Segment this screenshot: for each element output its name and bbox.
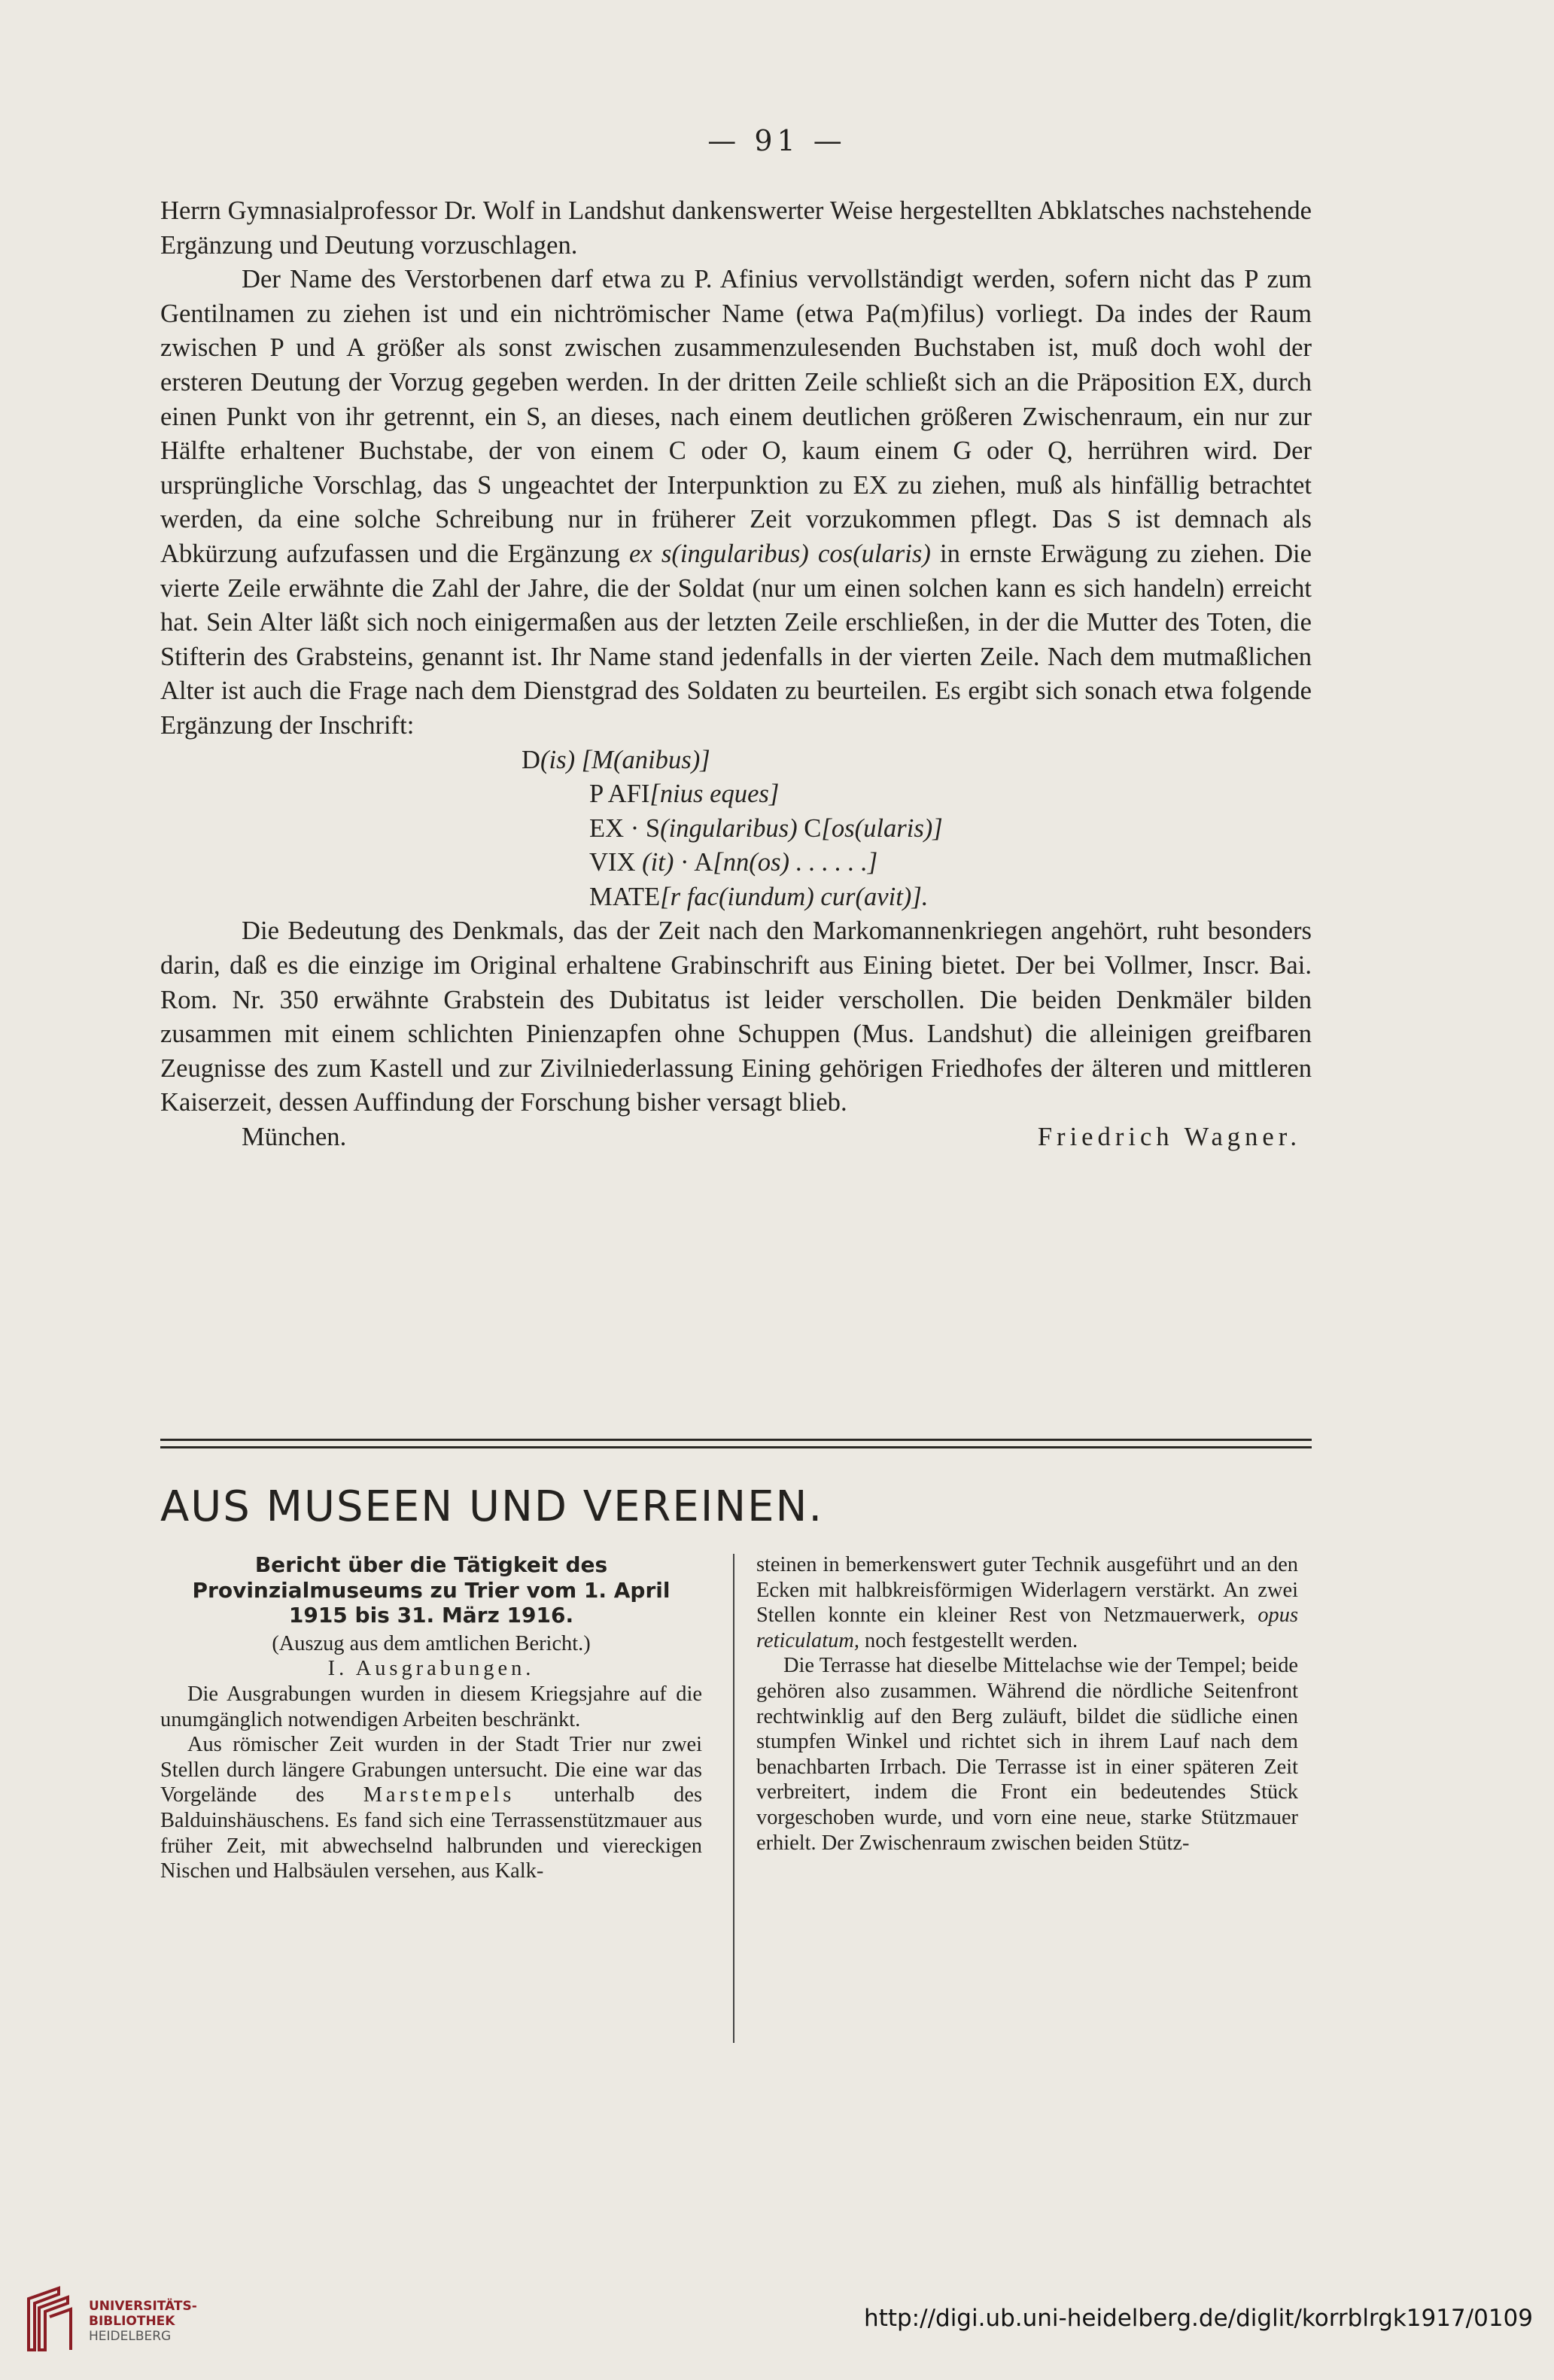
inscription-supplement: [nius eques] (649, 780, 780, 809)
left-paragraph-1: Die Ausgrabungen wurden in diesem Kriegsjahre auf die unumgänglich notwendigen Arbeiten beschränkt. (160, 1682, 702, 1731)
paragraph-2-text-b: in ernste Erwägung zu ziehen. Die vierte Zeile erwähnte die Zahl der Jahre, die der Soldat (nur um einen solchen kann es sich handeln) erreicht hat. Sein Alter läßt sich noch einigermaßen aus der letzten Zeile erschließen, in der die Mutter des Toten, die Stifterin des Grabsteins, genannt ist. Ihr Name stand jedenfalls in der vierten Zeile. Nach dem mutmaßlichen Alter ist auch die Frage nach dem Dienstgrad des Soldaten zu beurteilen. Es ergibt sich sonach etwa folgende Ergänzung der Inschrift: (160, 539, 1312, 740)
left-paragraph-2-text-a: Aus römischer Zeit wurden in der Stadt Trier nur zwei Stellen durch längere Grabungen untersucht. Die eine war das Vorgelände des (160, 1733, 702, 1807)
inscription-line-5 (446, 880, 1312, 915)
left-paragraph-2 (160, 1732, 702, 1884)
inscription-line-2 (446, 777, 1312, 812)
right-paragraph-1 (756, 1552, 1298, 1653)
signature-line (160, 1120, 1312, 1155)
right-paragraph-2: Die Terrasse hat dieselbe Mittelachse wie der Tempel; beide gehören also zusammen. Während die nördliche Seitenfront rechtwinklig auf den Berg zuläuft, bildet die südliche einen stumpfen Winkel und richtet sich in ihrem Lauf nach dem benachbarten Irrbach. Die Terrasse ist in einer späteren Zeit verbreitert, indem die Front ein bedeutendes Stück vorgeschoben wurde, und vorn eine neue, starke Stützmauer erhielt. Der Zwischenraum zwischen beiden Stütz- (756, 1654, 1298, 1855)
inscription-text: · A (674, 848, 713, 877)
inscription-text: D (522, 745, 540, 774)
page-number: — 91 — (707, 124, 847, 157)
university-library-logo-icon (23, 2284, 75, 2355)
inscription-line-4 (446, 846, 1312, 880)
inscription-text: VIX (589, 848, 643, 877)
section-divider-top (160, 1439, 1312, 1441)
section-title: AUS MUSEEN UND VEREINEN. (160, 1482, 824, 1531)
report-title: Bericht über die Tätigkeit des Provinzialmuseums zu Trier vom 1. April 1915 bis 31. März 1916. (192, 1552, 671, 1628)
inscription-supplement: (it) (642, 848, 674, 877)
inscription-text: C (804, 813, 822, 843)
paragraph-2 (160, 263, 1312, 743)
left-column (160, 1552, 702, 1884)
marstempel-term: Marstempels (363, 1783, 515, 1807)
section-divider-bottom (160, 1446, 1312, 1448)
paragraph-1: Herrn Gymnasialprofessor Dr. Wolf in Landshut dankenswerter Weise hergestellten Abklatsches nachstehende Ergänzung und Deutung vorzuschlagen. (160, 196, 1312, 260)
left-paragraph-2-text-b: unterhalb des Balduinshäuschens. Es fand sich eine Terrassenstützmauer aus früher Zeit, mit abwechselnd halbrunden und viereckigen Nischen und Halbsäulen versehen, aus Kalk- (160, 1783, 702, 1883)
inscription-text: MATE (589, 882, 661, 911)
paragraph-2-text-a: Der Name des Verstorbenen darf etwa zu P. Afinius vervollständigt werden, sofern nicht das P zum Gentilnamen zu ziehen ist und ein nichtrömischer Name (etwa Pa(m)filus) vorliegt. Da indes der Raum zwischen P und A größer als sonst zwischen zusammenzulesenden Buchstaben ist, muß doch wohl der ersteren Deutung der Vorzug gegeben werden. In der dritten Zeile schließt sich an die Präposition EX, durch einen Punkt von ihr getrennt, ein S, an dieses, nach einem deutlichen größeren Zwischenraum, ein nur zur Hälfte erhaltener Buchstabe, der von einem C oder O, kaum einem G oder Q, herrühren wird. Der ursprüngliche Vorschlag, das S ungeachtet der Interpunktion zu EX zu ziehen, muß als hinfällig betrachtet werden, da eine solche Schreibung nur in früherer Zeit vorzukommen pflegt. Das S ist demnach als Abkürzung aufzufassen und die Ergänzung (160, 265, 1312, 568)
inscription-line-3 (446, 812, 1312, 847)
inscription-supplement: [os(ularis)] (821, 813, 943, 843)
inscription-line-1 (446, 743, 1312, 778)
inscription-supplement: [nn(os) . . . . . .] (713, 848, 878, 877)
source-url[interactable]: http://digi.ub.uni-heidelberg.de/diglit/korrblrgk1917/0109 (864, 2305, 1533, 2332)
right-paragraph-1-text-b: noch festgestellt werden. (859, 1628, 1078, 1652)
excerpt-note: (Auszug aus dem amtlichen Bericht.) (272, 1631, 591, 1655)
library-name (89, 2299, 197, 2344)
main-article (160, 194, 1312, 1155)
library-line-3: HEIDELBERG (89, 2329, 172, 2344)
inscription-block (446, 743, 1312, 915)
paragraph-2-italic: ex s(ingularibus) cos(ularis) (628, 539, 931, 568)
author-name: Friedrich Wagner. (1037, 1123, 1301, 1152)
inscription-supplement: [r fac(iundum) cur(avit)]. (660, 882, 929, 911)
inscription-text: EX · S (589, 813, 661, 843)
library-line-2: BIBLIOTHEK (89, 2314, 175, 2329)
library-line-1: UNIVERSITÄTS- (89, 2299, 197, 2314)
subsection-heading: I. Ausgrabungen. (327, 1657, 535, 1681)
column-divider (733, 1554, 734, 2043)
inscription-text: P AFI (589, 780, 650, 809)
place-name: München. (242, 1123, 347, 1152)
right-paragraph-1-text-a: steinen in bemerkenswert guter Technik ausgeführt und an den Ecken mit halbkreisförmigen Widerlagern verstärkt. An zwei Stellen konnte ein kleiner Rest von Netzmauerwerk, (756, 1553, 1298, 1628)
right-column (756, 1552, 1298, 1856)
inscription-supplement: (is) [M(anibus)] (540, 745, 710, 774)
inscription-supplement: (ingularibus) (660, 813, 804, 843)
opus-reticulatum-term: opus reticulatum, (756, 1603, 1298, 1652)
paragraph-3: Die Bedeutung des Denkmals, das der Zeit nach den Markomannenkriegen angehört, ruht besonders darin, daß es die einzige im Original erhaltene Grabinschrift aus Eining bietet. Der bei Vollmer, Inscr. Bai. Rom. Nr. 350 erwähnte Grabstein des Dubitatus ist leider verschollen. Die beiden Denkmäler bilden zusammen mit einem schlichten Pinienzapfen ohne Schuppen (Mus. Landshut) die alleinigen greifbaren Zeugnisse des zum Kastell und zur Zivilniederlassung Eining gehörigen Friedhofes der älteren und mittleren Kaiserzeit, dessen Auffindung der Forschung bisher versagt blieb. (160, 916, 1312, 1117)
